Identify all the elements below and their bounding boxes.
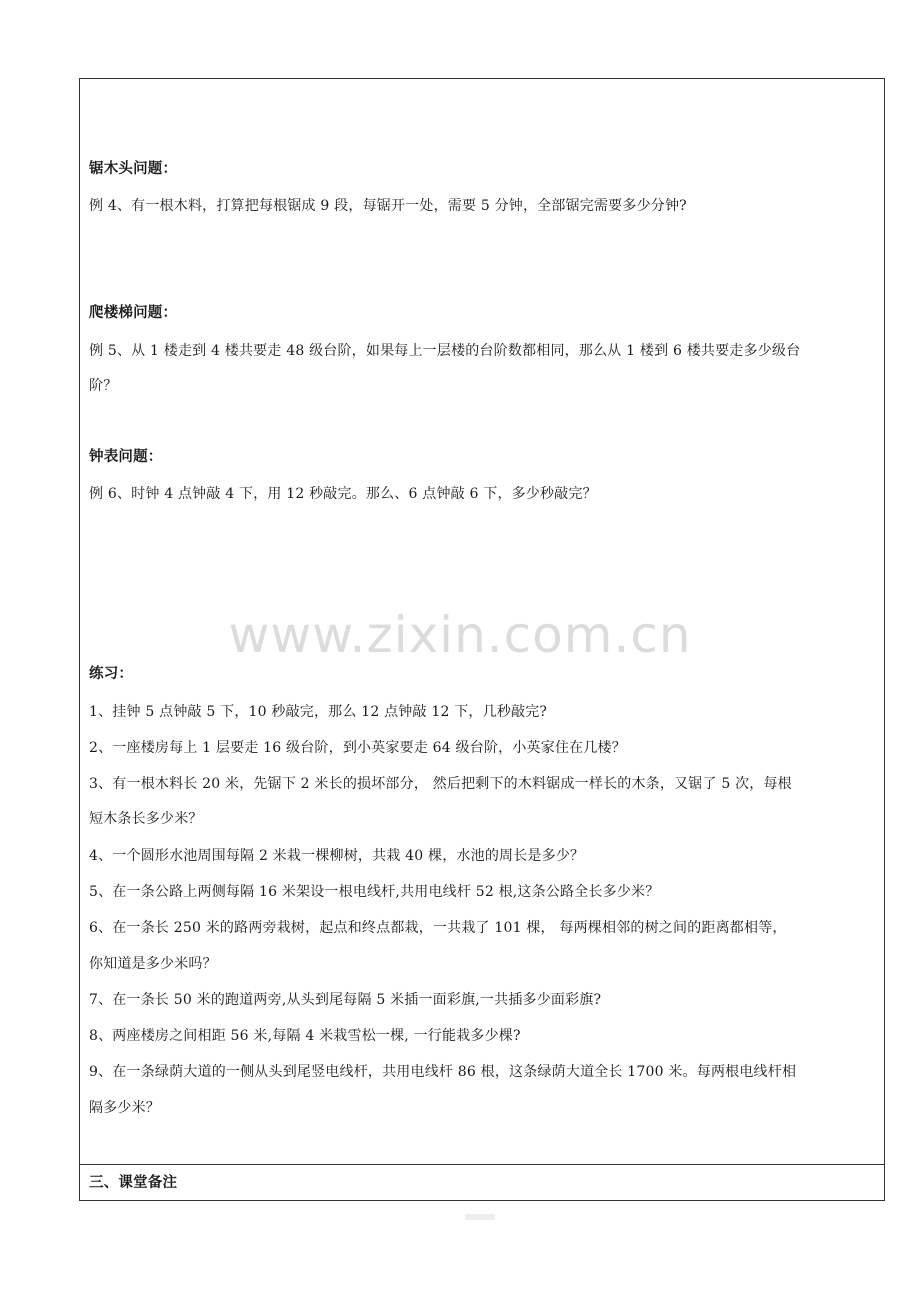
saw-heading: 锯木头问题：	[89, 161, 178, 177]
example-5-line2: 阶？	[89, 378, 118, 394]
practice-item-3-line2: 短木条长多少米？	[89, 811, 203, 827]
notes-cell	[80, 1165, 884, 1200]
practice-item-1: 1、挂钟 5 点钟敲 5 下，10 秒敲完，那么 12 点钟敲 12 下，几秒敲完?	[89, 704, 548, 720]
page-footer-mark	[465, 1214, 495, 1220]
practice-item-2: 2、一座楼房每上 1 层要走 16 级台阶，到小英家要走 64 级台阶，小英家住在几楼？	[89, 740, 626, 756]
notes-heading: 三、课堂备注	[89, 1175, 178, 1191]
example-4: 例 4、有一根木料，打算把每根锯成 9 段，每锯开一处，需要 5 分钟，全部锯完需要多少分钟?	[89, 198, 687, 214]
practice-item-4: 4、一个圆形水池周围每隔 2 米栽一棵柳树，共栽 40 棵，水池的周长是多少？	[89, 848, 585, 864]
stairs-heading: 爬楼梯问题：	[89, 305, 178, 321]
practice-item-6-line2: 你知道是多少米吗？	[89, 956, 217, 972]
practice-item-5: 5、在一条公路上两侧每隔 16 米架设一根电线杆,共用电线杆 52 根,这条公路全长多少米？	[89, 884, 660, 900]
practice-item-6-line1: 6、在一条长 250 米的路两旁栽树，起点和终点都栽，一共栽了 101 棵， 每两棵相邻的树之间的距离都相等，	[89, 920, 787, 936]
practice-heading: 练习：	[89, 666, 134, 682]
example-6: 例 6、时钟 4 点钟敲 4 下，用 12 秒敲完。那么、6 点钟敲 6 下，多少秒敲完？	[89, 486, 597, 502]
practice-item-7: 7、在一条长 50 米的跑道两旁,从头到尾每隔 5 米插一面彩旗,一共插多少面彩旗?	[89, 992, 602, 1008]
practice-item-9-line2: 隔多少米？	[89, 1100, 160, 1116]
practice-item-3-line1: 3、有一根木料长 20 米，先锯下 2 米长的损坏部分， 然后把剩下的木料锯成一样长的木条，又锯了 5 次，每根	[89, 776, 792, 792]
practice-item-9-line1: 9、在一条绿荫大道的一侧从头到尾竖电线杆，共用电线杆 86 根，这条绿荫大道全长 1700 米。每两根电线杆相	[89, 1064, 797, 1080]
practice-item-8: 8、两座楼房之间相距 56 米,每隔 4 米栽雪松一棵, 一行能栽多少棵?	[89, 1028, 521, 1044]
example-5-line1: 例 5、从 1 楼走到 4 楼共要走 48 级台阶，如果每上一层楼的台阶数都相同，那么从 1 楼到 6 楼共要走多少级台	[89, 343, 801, 359]
watermark: www.zixin.com.cn	[228, 606, 692, 664]
clock-heading: 钟表问题：	[89, 449, 163, 465]
